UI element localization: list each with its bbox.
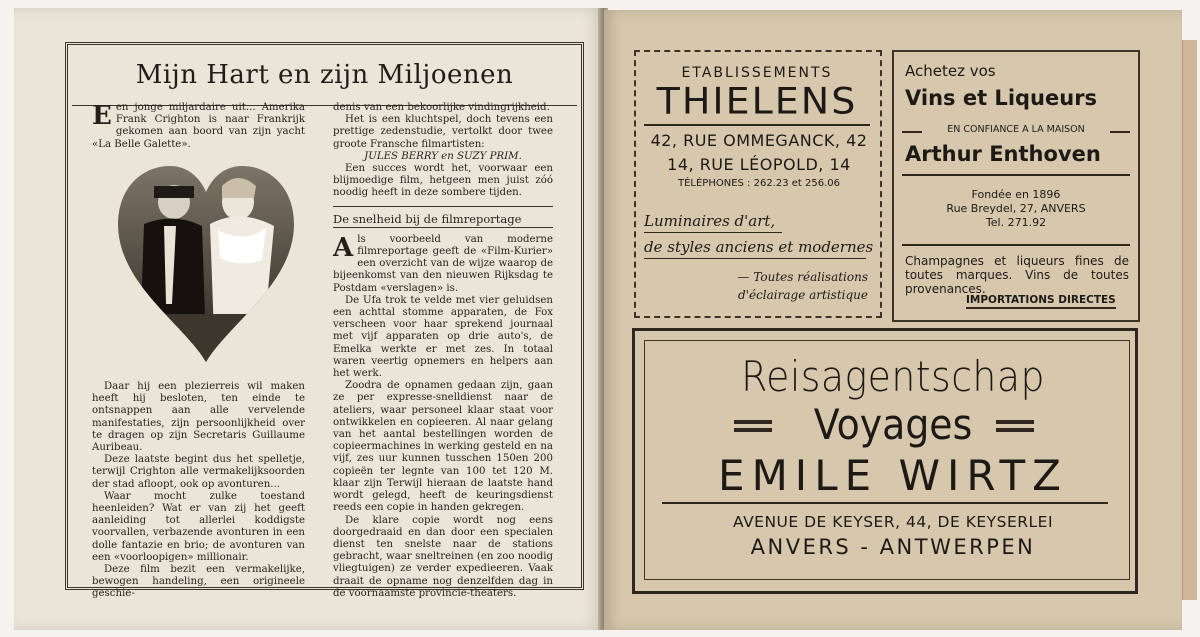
wirtz-title: Reisagentschap xyxy=(741,352,1045,401)
section-subhead: De snelheid bij de filmreportage xyxy=(333,211,522,226)
thielens-line-2: de styles anciens et modernes xyxy=(644,238,874,256)
column-2 xyxy=(333,102,553,600)
thielens-line-1: Luminaires d'art, xyxy=(644,212,776,230)
enthoven-rule-2 xyxy=(902,244,1130,246)
thielens-address-1: 42, RUE OMMEGANCK, 42 xyxy=(650,131,868,150)
enthoven-imports: IMPORTATIONS DIRECTES xyxy=(966,294,1116,309)
drop-cap: E xyxy=(92,101,112,131)
wirtz-rule xyxy=(662,502,1108,504)
thielens-rule xyxy=(644,124,870,126)
column-1-intro xyxy=(92,102,305,151)
thielens-name: THIELENS xyxy=(656,80,858,122)
wirtz-subtitle: Voyages xyxy=(813,400,973,449)
paragraph-3: Deze laatste begint dus het spelletje, terwijl Crighton alle vermakelijksoorden der stad afloopt, ook op avonturen... xyxy=(92,454,305,490)
col2-paragraph-3: Een succes wordt het, voorwaar een blijmoedige film, hetgeen men juist zóó noodig heeft in deze sombere tijden. xyxy=(333,163,553,199)
drop-cap-a: A xyxy=(333,232,354,263)
paragraph-5: Deze film bezit een vermakelijke, bewogen handeling, een origineele geschie- xyxy=(92,564,305,600)
wirtz-city: ANVERS - ANTWERPEN xyxy=(750,535,1036,559)
col2-paragraph-2: Het is een kluchtspel, doch tevens een prettige zedenstudie, vertolkt door twee groote Fransche filmartisten: xyxy=(333,114,553,150)
enthoven-champagnes: Champagnes et liqueurs fines de toutes marques. Vins de toutes provenances. xyxy=(905,254,1129,296)
col2-paragraph-4 xyxy=(333,234,553,295)
voyages-bar-right-2 xyxy=(996,428,1034,432)
enthoven-confidence: EN CONFIANCE A LA MAISON xyxy=(947,124,1085,135)
article-title: Mijn Hart en zijn Miljoenen xyxy=(135,60,514,90)
paragraph-4: Waar mocht zulke toestand heenleiden? Wat er van zij het geeft aanleiding tot allerlei koddigste voorvallen, verbazende avonturen in een dolle fantazie en brio; de avonturen van een «voorloopigen» millionair. xyxy=(92,490,305,563)
wirtz-address: AVENUE DE KEYSER, 44, DE KEYSERLEI xyxy=(732,513,1054,531)
col2-paragraph-6: Zoodra de opnamen gedaan zijn, gaan ze per expresse-snelldienst naar de ateliers, waar personeel klaar staat voor ontwikkelen en copieeren. Al naar gelang van het aantal bestellingen worden de copieermachines in werking gesteld en na vijf, zes uur kunnen tusschen 150en 200 copieën ter legnte van 100 tet 120 M. klaar zijn Terwijl hieraan de laatste hand wordt gelegd, heeft de keuringsdienst reeds een copie in handen gekregen. xyxy=(333,380,553,514)
thielens-tagline xyxy=(700,268,868,304)
section-rule-top xyxy=(333,206,553,207)
intro-text: en jonge miljardaire uit... Amerika Frank Crighton is naar Frankrijk gekomen aan boord van zijn yacht «La Belle Galette». xyxy=(92,102,305,150)
thielens-label: ETABLISSEMENTS xyxy=(681,65,833,81)
thielens-line-1-underline xyxy=(644,232,782,233)
intro-paragraph xyxy=(92,102,305,151)
col2-paragraph-1: denis van een bekoorlijke vindingrijkheid. xyxy=(333,102,550,113)
thielens-tag-2: d'éclairage artistique xyxy=(737,288,868,302)
column-1-body xyxy=(92,381,305,601)
enthoven-title: Vins et Liqueurs xyxy=(905,86,1098,110)
enthoven-street: Rue Breydel, 27, ANVERS xyxy=(946,202,1086,215)
enthoven-name: Arthur Enthoven xyxy=(905,142,1101,166)
enthoven-label: Achetez vos xyxy=(905,62,996,80)
enthoven-founded: Fondée en 1896 xyxy=(971,188,1061,201)
thielens-tag-1: — Toutes réalisations xyxy=(737,270,868,284)
page-edges xyxy=(1182,40,1197,600)
enthoven-tel: Tel. 271.92 xyxy=(985,216,1047,229)
col2-paragraph-5: De Ufa trok te velde met vier geluidsen een achttal stomme apparaten, de Fox verscheen voor haar sprekend journaal met vijf apparaten op drie auto's, de Emelka werkte er met zes. In totaal waren veertig opnemers en helpers aan het werk. xyxy=(333,294,553,380)
voyages-bar-right xyxy=(996,420,1034,424)
actors-line: JULES BERRY en SUZY PRIM. xyxy=(364,150,522,162)
thielens-phones: TÉLÉPHONES : 262.23 et 256.06 xyxy=(677,178,841,189)
col2-paragraph-7: De klare copie wordt nog eens doorgedraaid en dan door een specialen dienst ten snelste naar de stations gebracht, waar sneltreinen (en zoo noodig vliegtuigen) ze verder expedieeren. Vaak draait de opname nog denzelfden dag in de voornaamste provincie-theaters. xyxy=(333,514,553,599)
thielens-line-2-underline xyxy=(644,258,866,259)
paragraph-2: Daar hij een plezierreis wil maken heeft hij besloten, ten einde te ontsnappen aan alle vervelende manifestaties, zijn persoonlijkheid over te dragen op zijn Secretaris Guillaume Auribeau. xyxy=(92,381,305,454)
thielens-address-2: 14, RUE LÉOPOLD, 14 xyxy=(667,155,851,174)
heart-photo xyxy=(114,164,298,364)
section-rule-bottom xyxy=(333,227,553,228)
col2-paragraph-4-text: ls voorbeeld van moderne filmreportage geeft de «Film-Kurier» een overzicht van de wijze waarop de bijeenkomst van den nieuwen Rijksdag te Postdam «verslagen» is. xyxy=(333,233,553,294)
wirtz-name: EMILE WIRTZ xyxy=(718,451,1068,500)
enthoven-rule-1 xyxy=(902,174,1130,176)
